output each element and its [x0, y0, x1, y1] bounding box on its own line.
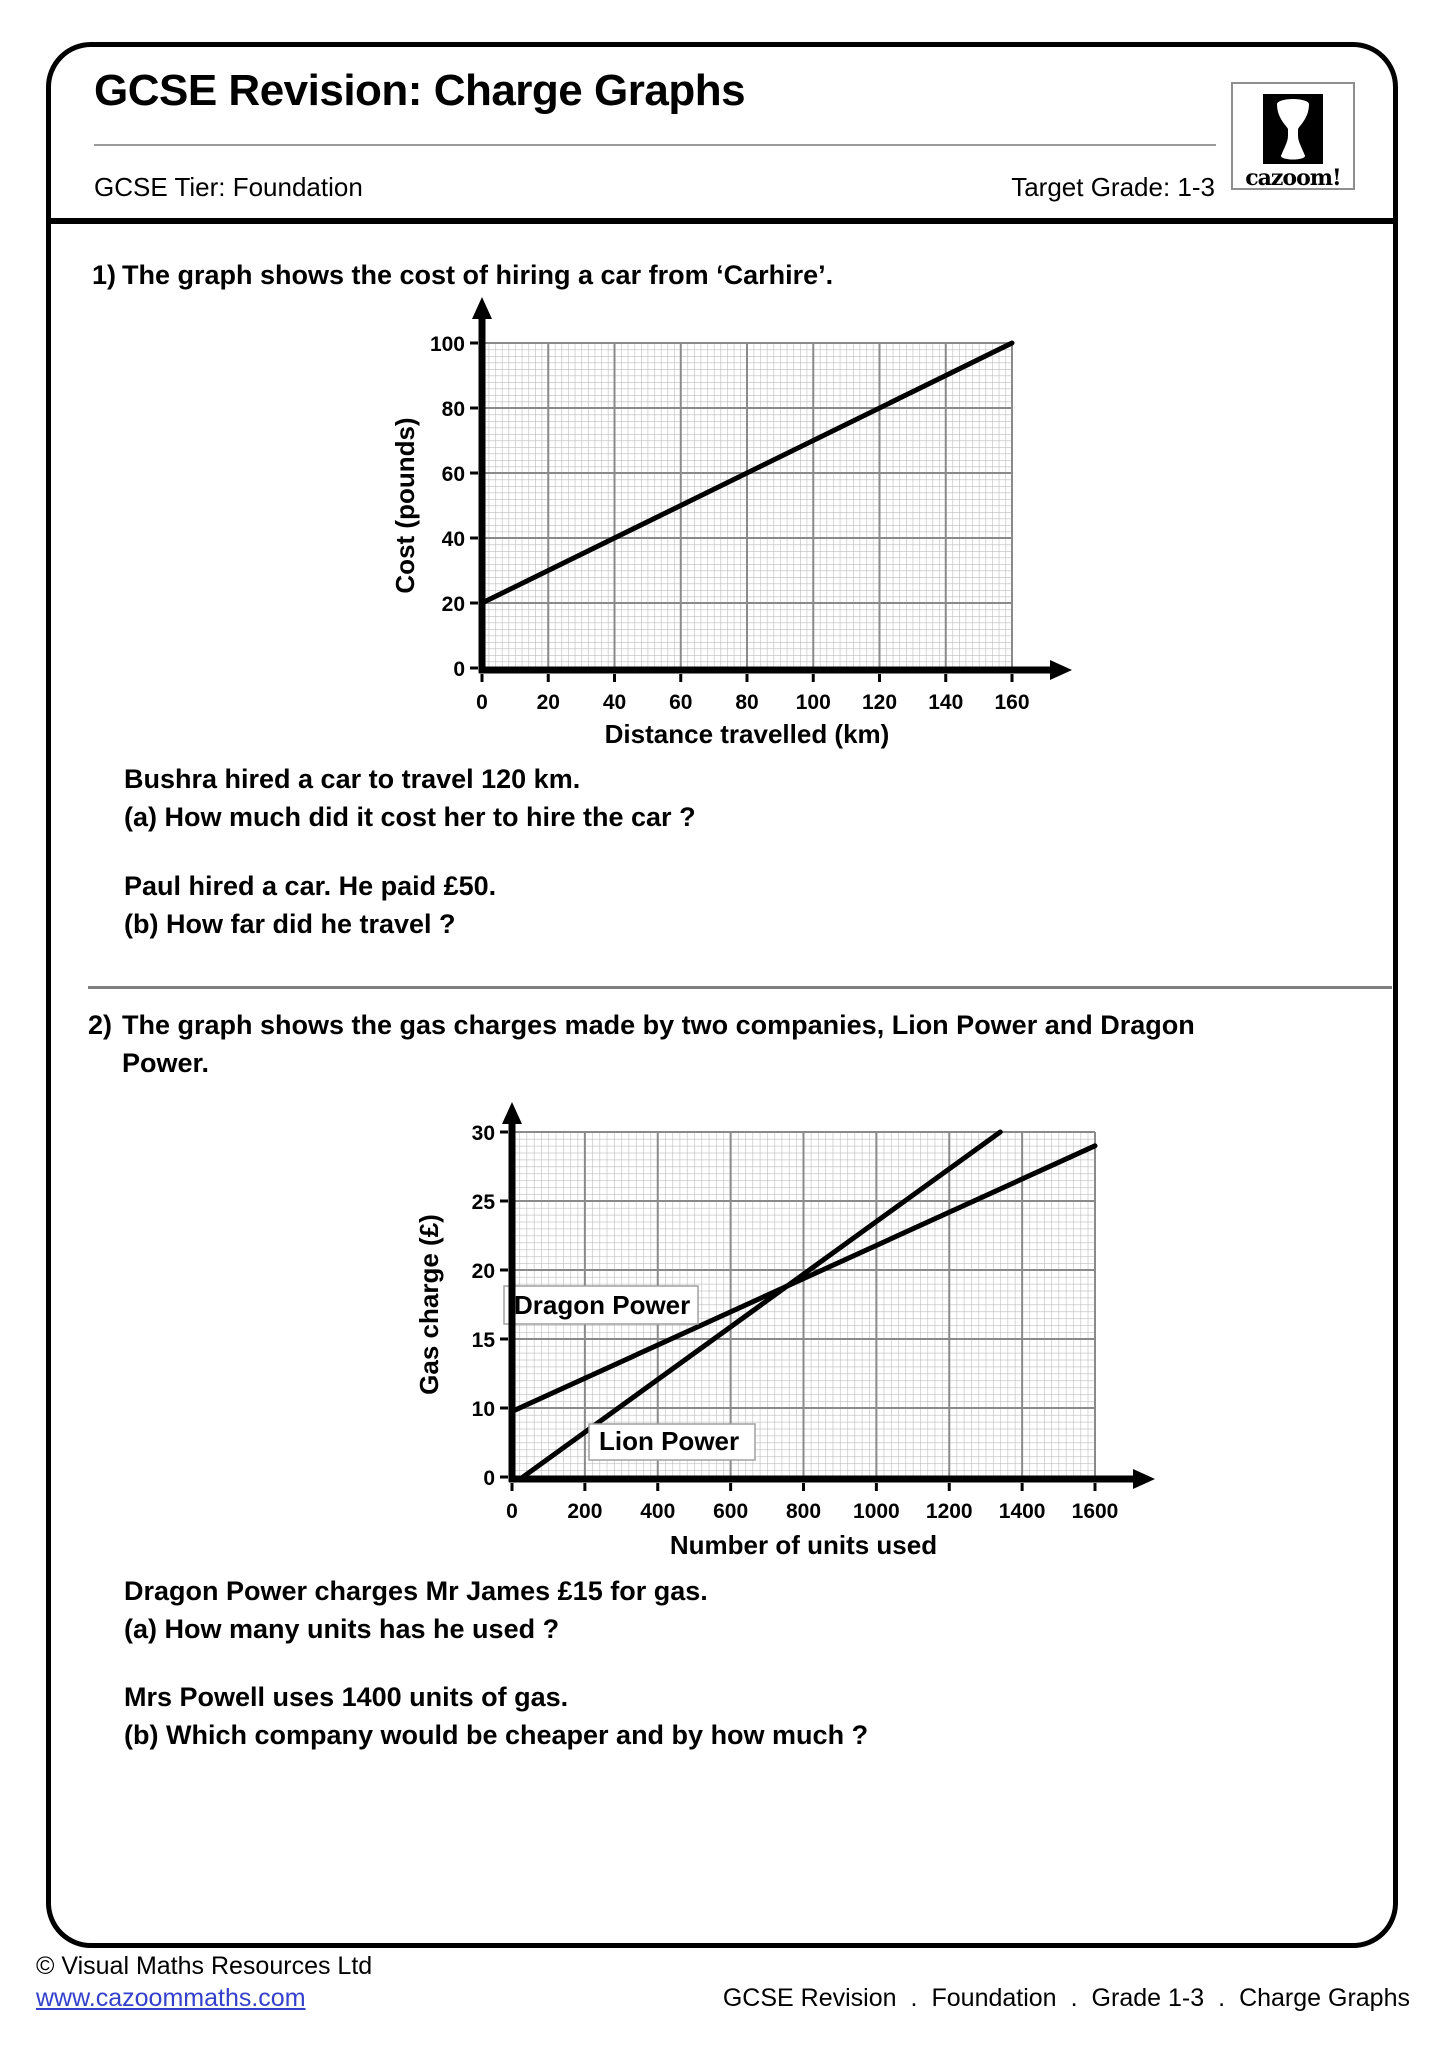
- tier-label: GCSE Tier: Foundation: [94, 172, 363, 202]
- footer-trail: [723, 1984, 1410, 2013]
- svg-text:0: 0: [476, 691, 488, 714]
- q1-statement-a: Bushra hired a car to travel 120 km.: [124, 764, 581, 794]
- question-2-prompt-line1: The graph shows the gas charges made by two companies, Lion Power and Dragon: [122, 1010, 1195, 1040]
- q1-part-a: (a) How much did it cost her to hire the car ?: [124, 802, 696, 832]
- svg-text:20: 20: [441, 593, 465, 616]
- svg-text:30: 30: [471, 1122, 495, 1145]
- svg-text:Lion Power: Lion Power: [599, 1426, 740, 1456]
- question-2-prompt-line2: Power.: [122, 1048, 210, 1078]
- svg-text:80: 80: [441, 398, 465, 421]
- svg-text:160: 160: [994, 691, 1030, 714]
- q2-part-a: (a) How many units has he used ?: [124, 1614, 560, 1644]
- svg-text:25: 25: [471, 1191, 495, 1214]
- svg-text:Distance travelled (km): Distance travelled (km): [604, 719, 890, 749]
- q2-statement-a: Dragon Power charges Mr James £15 for gas.: [124, 1576, 708, 1606]
- trail-item: Charge Graphs: [1239, 1984, 1410, 2012]
- q1-statement-b: Paul hired a car. He paid £50.: [124, 871, 497, 901]
- svg-text:10: 10: [471, 1398, 495, 1421]
- q2-part-b: (b) Which company would be cheaper and by how much ?: [124, 1720, 869, 1750]
- svg-text:0: 0: [453, 658, 465, 681]
- trail-item: GCSE Revision: [722, 1984, 897, 2012]
- svg-text:20: 20: [536, 691, 560, 714]
- svg-text:Cost (pounds): Cost (pounds): [390, 417, 420, 594]
- svg-text:80: 80: [735, 691, 759, 714]
- svg-text:0: 0: [483, 1467, 495, 1490]
- svg-text:Dragon Power: Dragon Power: [514, 1290, 691, 1320]
- header-separator: [46, 218, 1398, 224]
- question-2-number: 2): [88, 1010, 113, 1040]
- svg-text:0: 0: [506, 1500, 518, 1523]
- website-link[interactable]: www.cazoommaths.com: [36, 1984, 306, 2012]
- trail-separator: .: [1218, 1984, 1226, 2012]
- logo-text: cazoom!: [1245, 165, 1341, 191]
- svg-text:Gas charge (£): Gas charge (£): [414, 1214, 444, 1395]
- cazoom-logo: [1231, 82, 1355, 190]
- trail-item: Grade 1-3: [1091, 1984, 1205, 2012]
- q1-part-b: (b) How far did he travel ?: [124, 909, 456, 939]
- svg-text:120: 120: [861, 691, 898, 714]
- question-1-prompt: The graph shows the cost of hiring a car from ‘Carhire’.: [122, 260, 834, 290]
- svg-text:100: 100: [429, 333, 465, 356]
- copyright-text: © Visual Maths Resources Ltd: [36, 1952, 373, 1980]
- svg-text:40: 40: [441, 528, 465, 551]
- svg-text:200: 200: [567, 1500, 603, 1523]
- svg-text:400: 400: [640, 1500, 676, 1523]
- svg-text:140: 140: [928, 691, 964, 714]
- gas-charges-chart: [400, 1090, 1160, 1600]
- svg-text:Number of units used: Number of units used: [669, 1530, 938, 1560]
- svg-text:60: 60: [441, 463, 465, 486]
- svg-text:1400: 1400: [998, 1500, 1046, 1523]
- djembe-drum-icon: [1263, 94, 1323, 164]
- svg-text:800: 800: [785, 1500, 822, 1523]
- svg-text:40: 40: [602, 691, 627, 714]
- question-1-number: 1): [92, 260, 117, 290]
- svg-text:1200: 1200: [925, 1500, 973, 1523]
- trail-item: Foundation: [931, 1984, 1057, 2012]
- svg-text:15: 15: [471, 1329, 495, 1352]
- trail-separator: .: [910, 1984, 918, 2012]
- carhire-cost-chart: [390, 295, 1090, 760]
- q2-statement-b: Mrs Powell uses 1400 units of gas.: [124, 1682, 569, 1712]
- trail-separator: .: [1070, 1984, 1078, 2012]
- question-divider: [88, 986, 1392, 989]
- svg-text:100: 100: [795, 691, 831, 714]
- svg-text:600: 600: [713, 1500, 749, 1523]
- svg-text:1600: 1600: [1071, 1500, 1119, 1523]
- page-title: GCSE Revision: Charge Graphs: [94, 66, 746, 115]
- svg-text:60: 60: [669, 691, 693, 714]
- target-grade-label: Target Grade: 1-3: [1011, 172, 1215, 202]
- title-rule: [94, 144, 1216, 146]
- svg-text:20: 20: [471, 1260, 495, 1283]
- svg-text:1000: 1000: [853, 1500, 900, 1523]
